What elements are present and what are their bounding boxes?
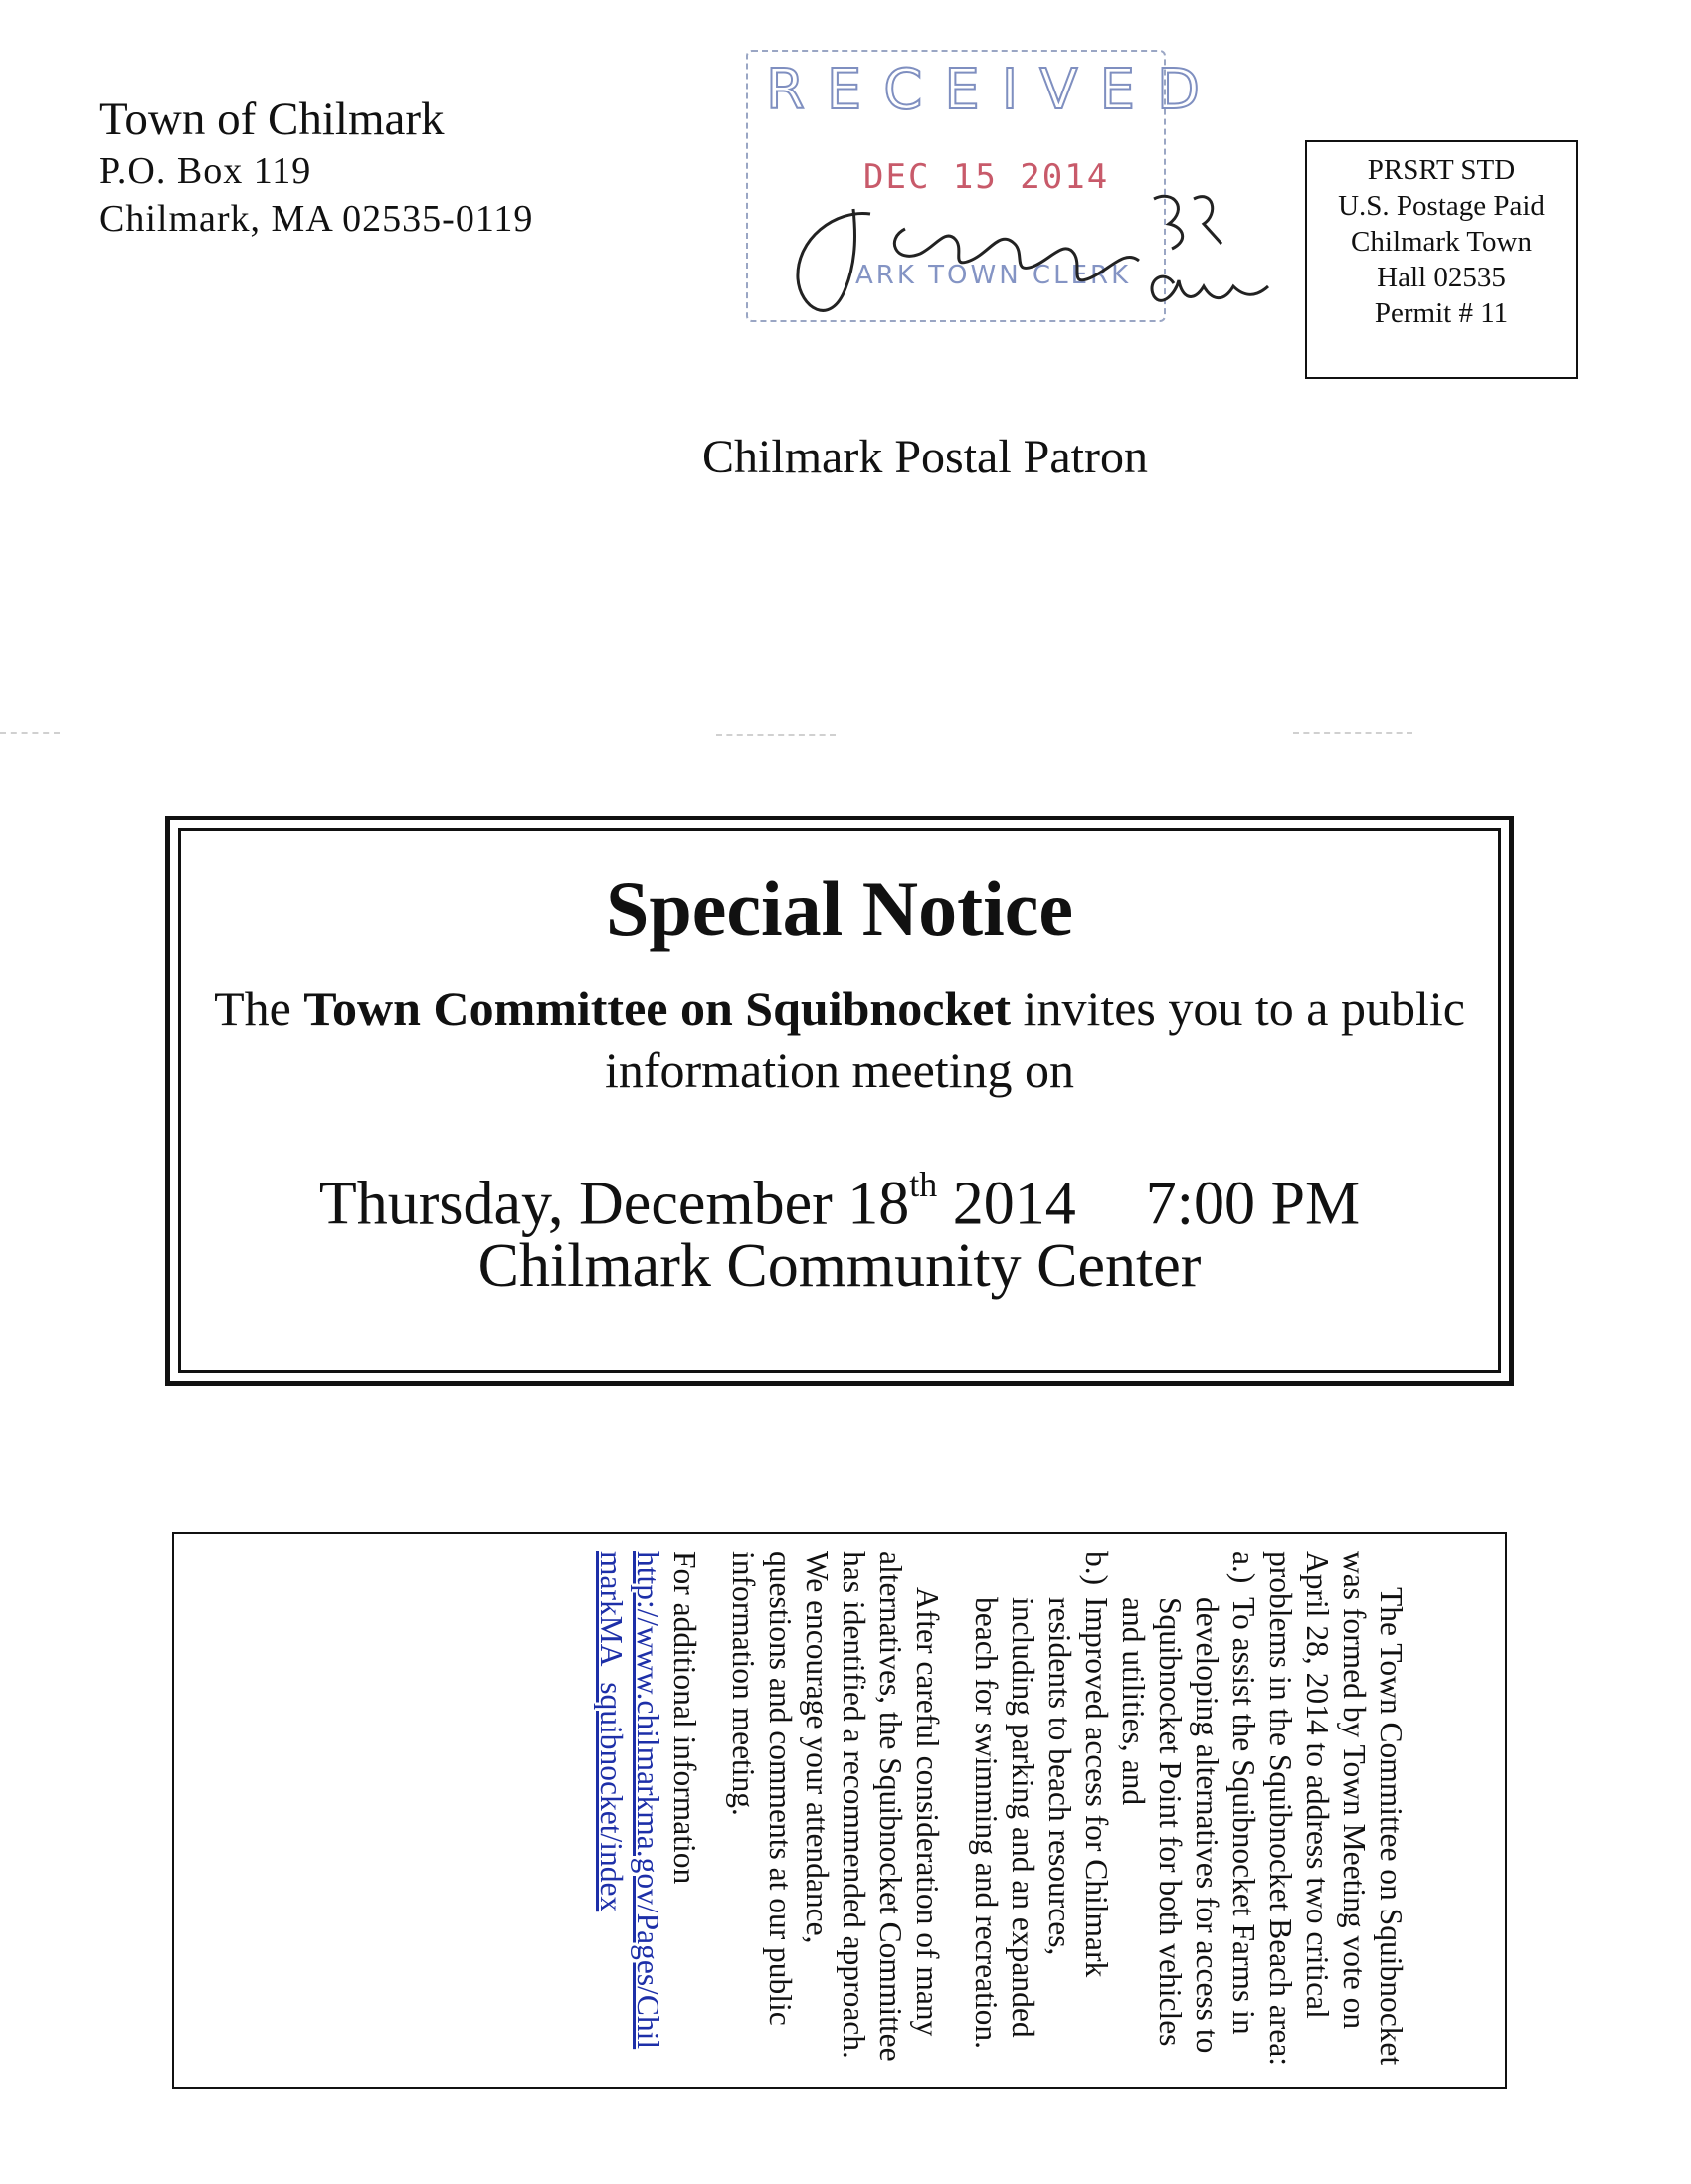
sender-name: Town of Chilmark [99, 93, 445, 145]
fold-mark [0, 732, 60, 734]
meeting-day-suffix: th [909, 1165, 938, 1204]
info-list [968, 1551, 1262, 2069]
notice-invitation [210, 978, 1469, 1101]
fold-mark [716, 734, 836, 736]
indicia-line: Permit # 11 [1374, 297, 1509, 329]
stamp-date: DEC 15 2014 [863, 157, 1110, 197]
meeting-time: 7:00 PM [1145, 1170, 1361, 1238]
indicia-line: Hall 02535 [1377, 262, 1506, 293]
indicia-line: Chilmark Town [1351, 226, 1532, 258]
fold-mark [1293, 732, 1412, 734]
list-marker: a.) [1226, 1551, 1261, 1584]
committee-name: Town Committee on Squibnocket [303, 981, 1012, 1036]
sender-city: Chilmark, MA 02535-0119 [99, 198, 534, 240]
info-link[interactable]: http://www.chilmarkma.gov/Pages/ChilmarkMA_squibnocket/index [594, 1551, 665, 2050]
invite-tail-text: invites you to a public information meeting on [604, 981, 1465, 1098]
info-intro: The Town Committee on Squibnocket was formed by Town Meeting vote on April 28, 2014 to address two critical problems in the Squibnocket Beach area: [1263, 1551, 1409, 2066]
info-more-label: For additional information [667, 1551, 702, 1885]
list-item [1115, 1551, 1262, 2069]
addressee: Chilmark Postal Patron [702, 431, 1148, 483]
indicia-line: PRSRT STD [1367, 154, 1516, 186]
return-address [99, 91, 533, 243]
info-text-rotated [236, 1551, 1409, 2069]
special-notice-box [165, 816, 1514, 1386]
stamp-clerk-text: ARK TOWN CLERK [855, 261, 1132, 290]
meeting-year: 2014 [937, 1170, 1076, 1238]
stamp-received-text: RECEIVED [766, 58, 1222, 122]
list-marker: b.) [1079, 1551, 1114, 1586]
meeting-day: Thursday, December 18 [318, 1170, 910, 1238]
notice-title: Special Notice [605, 865, 1074, 952]
list-item [968, 1551, 1115, 2069]
meeting-place: Chilmark Community Center [477, 1232, 1202, 1300]
invite-lead-text: The [214, 981, 304, 1036]
postage-indicia [1305, 140, 1578, 379]
info-box [172, 1532, 1507, 2089]
indicia-line: U.S. Postage Paid [1338, 190, 1545, 222]
sender-po-box: P.O. Box 119 [99, 150, 312, 192]
handwritten-signature [776, 169, 1293, 343]
info-paragraph: After careful consideration of many alternatives, the Squibnocket Committee has identified a recommended approach. We encourage your attendance, questions and comments at our public information meeting. [726, 1551, 945, 2062]
list-text: Improved access for Chilmark residents to beach resources, including parking and an expanded beach for swimming and recreation. [969, 1597, 1114, 2049]
list-text: To assist the Squibnocket Farms in developing alternatives for access to Squibnocket Point for both vehicles and utilities, and [1116, 1597, 1261, 2054]
